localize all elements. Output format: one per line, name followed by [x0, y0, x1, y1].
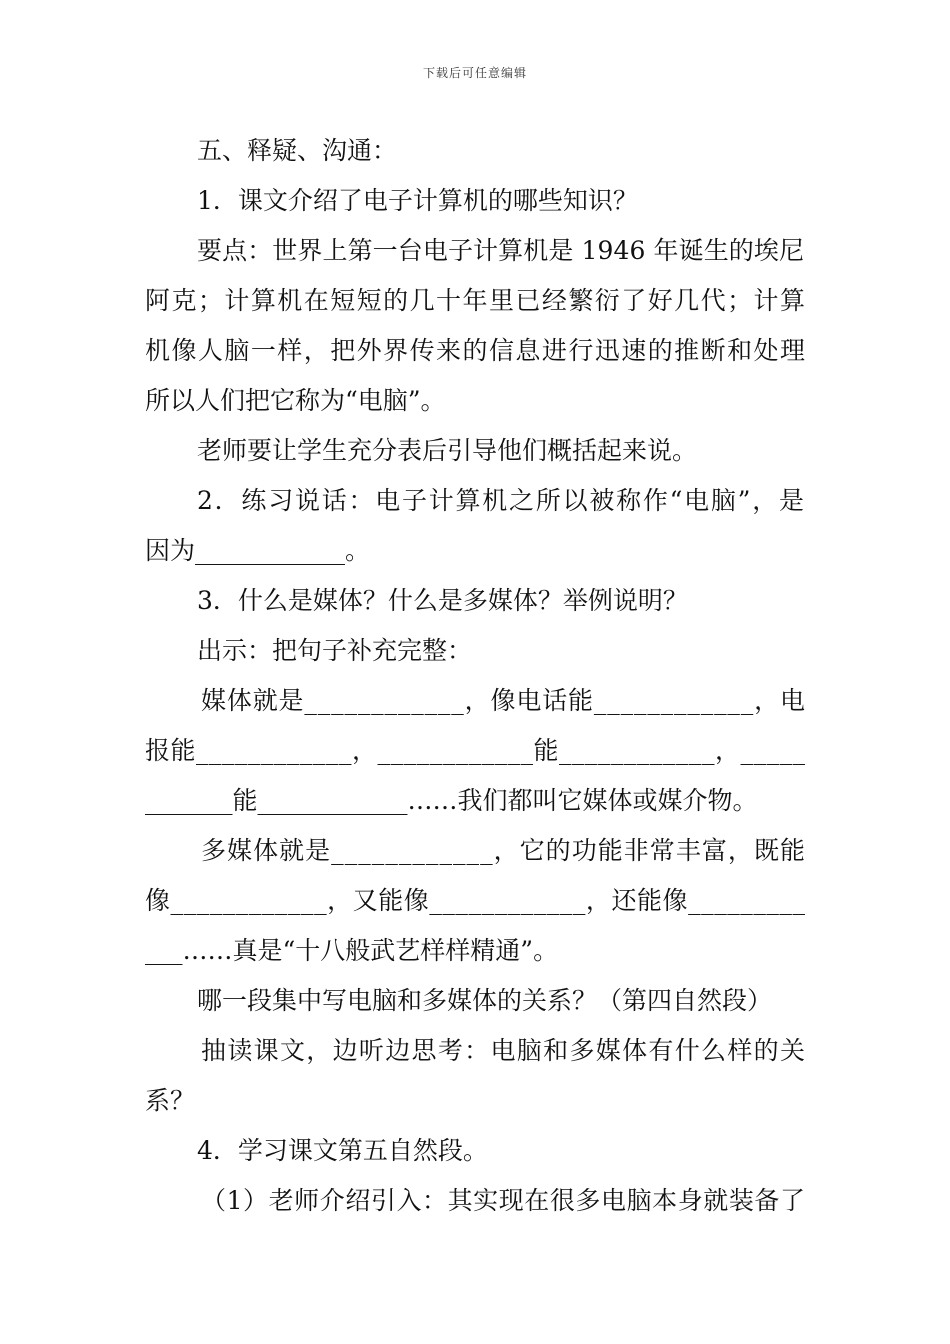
- text-line: （1）老师介绍引入：其实现在很多电脑本身就装备了: [201, 1186, 806, 1215]
- page-header: 下载后可任意编辑: [422, 66, 527, 80]
- text-line: 出示：把句子补充完整：: [197, 636, 473, 665]
- text-line: 老师要让学生充分表后引导他们概括起来说。: [197, 436, 698, 465]
- text-line: 像____________，又能像____________，还能像_________: [145, 886, 806, 915]
- text-line: 报能____________，____________能____________，_____: [145, 736, 806, 765]
- text-line: 所以人们把它称为“电脑”。: [145, 386, 446, 415]
- text-line: ___……真是“十八般武艺样样精通”。: [145, 936, 559, 965]
- text-line: 抽读课文，边听边思考：电脑和多媒体有什么样的关: [201, 1036, 807, 1065]
- text-line: 阿克；计算机在短短的几十年里已经繁衍了好几代；计算: [145, 286, 807, 315]
- text-line: _______能____________……我们都叫它媒体或媒介物。: [145, 786, 758, 815]
- text-line: 媒体就是____________，像电话能____________，电: [201, 686, 806, 715]
- text-line: 要点：世界上第一台电子计算机是 1946 年诞生的埃尼: [197, 236, 805, 265]
- text-line: 五、释疑、沟通：: [197, 136, 398, 165]
- text-line: 3．什么是媒体？什么是多媒体？举例说明？: [197, 586, 688, 615]
- text-line: 因为____________。: [145, 536, 371, 565]
- text-line: 机像人脑一样，把外界传来的信息进行迅速的推断和处理: [145, 336, 807, 365]
- text-line: 系？: [145, 1086, 196, 1115]
- text-line: 2．练习说话：电子计算机之所以被称作“电脑”，是: [197, 486, 806, 515]
- text-line: 多媒体就是____________，它的功能非常丰富，既能: [201, 836, 807, 865]
- text-line: 1．课文介绍了电子计算机的哪些知识？: [197, 186, 638, 215]
- text-line: 哪一段集中写电脑和多媒体的关系？（第四自然段）: [197, 986, 773, 1015]
- text-line: 4．学习课文第五自然段。: [197, 1136, 488, 1165]
